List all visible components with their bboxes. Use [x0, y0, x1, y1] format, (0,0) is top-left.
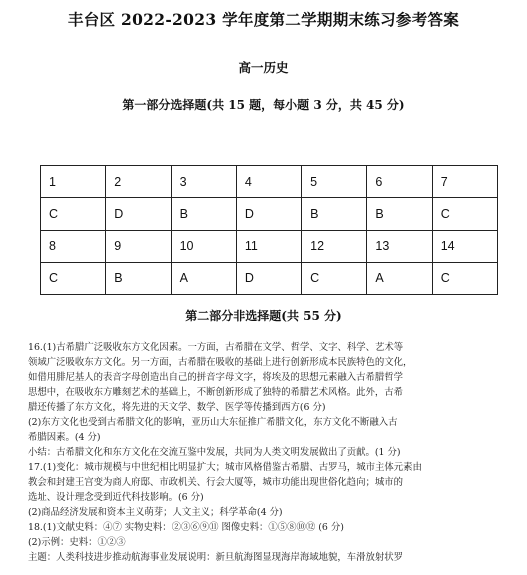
table-cell: B: [367, 198, 432, 230]
table-cell: B: [106, 262, 171, 294]
table-row: [41, 230, 498, 262]
table-cell: 7: [432, 166, 497, 198]
table-cell: 3: [171, 166, 236, 198]
table-cell: A: [171, 262, 236, 294]
table-cell: D: [106, 198, 171, 230]
part1-heading: 第一部分选择题(共 15 题，每小题 3 分，共 45 分): [122, 98, 405, 112]
answer-body: [28, 340, 510, 565]
table-cell: 1: [41, 166, 106, 198]
table-cell: 5: [302, 166, 367, 198]
answer-line: 18.(1)文献史料：④⑦ 实物史料：②③⑥⑨⑪ 图像史料：①⑤⑧⑩⑫ (6 分): [28, 522, 344, 533]
table-cell: B: [171, 198, 236, 230]
table-row: [41, 198, 498, 230]
table-cell: 12: [302, 230, 367, 262]
table-cell: 4: [236, 166, 301, 198]
table-cell: 6: [367, 166, 432, 198]
table-cell: D: [236, 198, 301, 230]
table-cell: 8: [41, 230, 106, 262]
answer-line: (2)商品经济发展和资本主义萌芽；人文主义；科学革命(4 分): [28, 507, 283, 518]
answer-line: 17.(1)变化：城市规模与中世纪相比明显扩大；城市风格借鉴古希腊、古罗马，城市主体元素由: [28, 462, 422, 473]
table-row: [41, 262, 498, 294]
table-cell: C: [41, 262, 106, 294]
table-row: [41, 166, 498, 198]
part2-heading: 第二部分非选择题(共 55 分): [185, 309, 342, 323]
table-cell: D: [236, 262, 301, 294]
table-cell: C: [302, 262, 367, 294]
table-cell: 2: [106, 166, 171, 198]
answer-line: (2)示例：史料：①②③: [28, 537, 126, 548]
answer-line: 教会和封建王宫变为商人府邸、市政机关、行会大厦等，城市功能出现世俗化趋向；城市的: [28, 477, 404, 488]
document-title: 丰台区 2022-2023 学年度第二学期期末练习参考答案: [67, 10, 460, 29]
answer-line: 选址、设计理念受到近代科技影响。(6 分): [28, 492, 204, 503]
table-cell: C: [432, 198, 497, 230]
table-cell: 9: [106, 230, 171, 262]
table-cell: C: [432, 262, 497, 294]
answer-line: 领域广泛吸收东方文化。另一方面，古希腊在吸收的基础上进行创新形成本民族特色的文化，: [28, 357, 413, 368]
table-cell: C: [41, 198, 106, 230]
subject-title: 高一历史: [238, 60, 289, 75]
answer-line: 希腊因素。(4 分): [28, 432, 101, 443]
answer-line: 小结：古希腊文化和东方文化在交流互鉴中发展，共同为人类文明发展做出了贡献。(1 分): [28, 447, 401, 458]
answer-line: 腊还传播了东方文化，将先进的天文学、数学、医学等传播到西方(6 分): [28, 402, 326, 413]
answer-line: 如借用腓尼基人的表音字母创造出自己的拼音字母文字，将埃及的思想元素融入古希腊哲学: [28, 372, 404, 383]
table-cell: 10: [171, 230, 236, 262]
table-cell: A: [367, 262, 432, 294]
table-cell: 11: [236, 230, 301, 262]
answer-line: 思想中，在吸收东方雕刻艺术的基础上，不断创新形成了独特的希腊艺术风格。此外，古希: [28, 387, 404, 398]
table-cell: 14: [432, 230, 497, 262]
table-cell: B: [302, 198, 367, 230]
answer-table: [40, 165, 498, 295]
answer-line: 主题：人类科技进步推动航海事业发展说明：新旦航海图显现海岸海域地貌，车滑放射状罗: [28, 552, 404, 563]
table-cell: 13: [367, 230, 432, 262]
answer-line: 16.(1)古希腊广泛吸收东方文化因素。一方面，古希腊在文学、哲学、文字、科学、艺术等: [28, 342, 404, 353]
answer-line: (2)东方文化也受到古希腊文化的影响，亚历山大东征推广希腊文化，东方文化不断融入古: [28, 417, 398, 428]
